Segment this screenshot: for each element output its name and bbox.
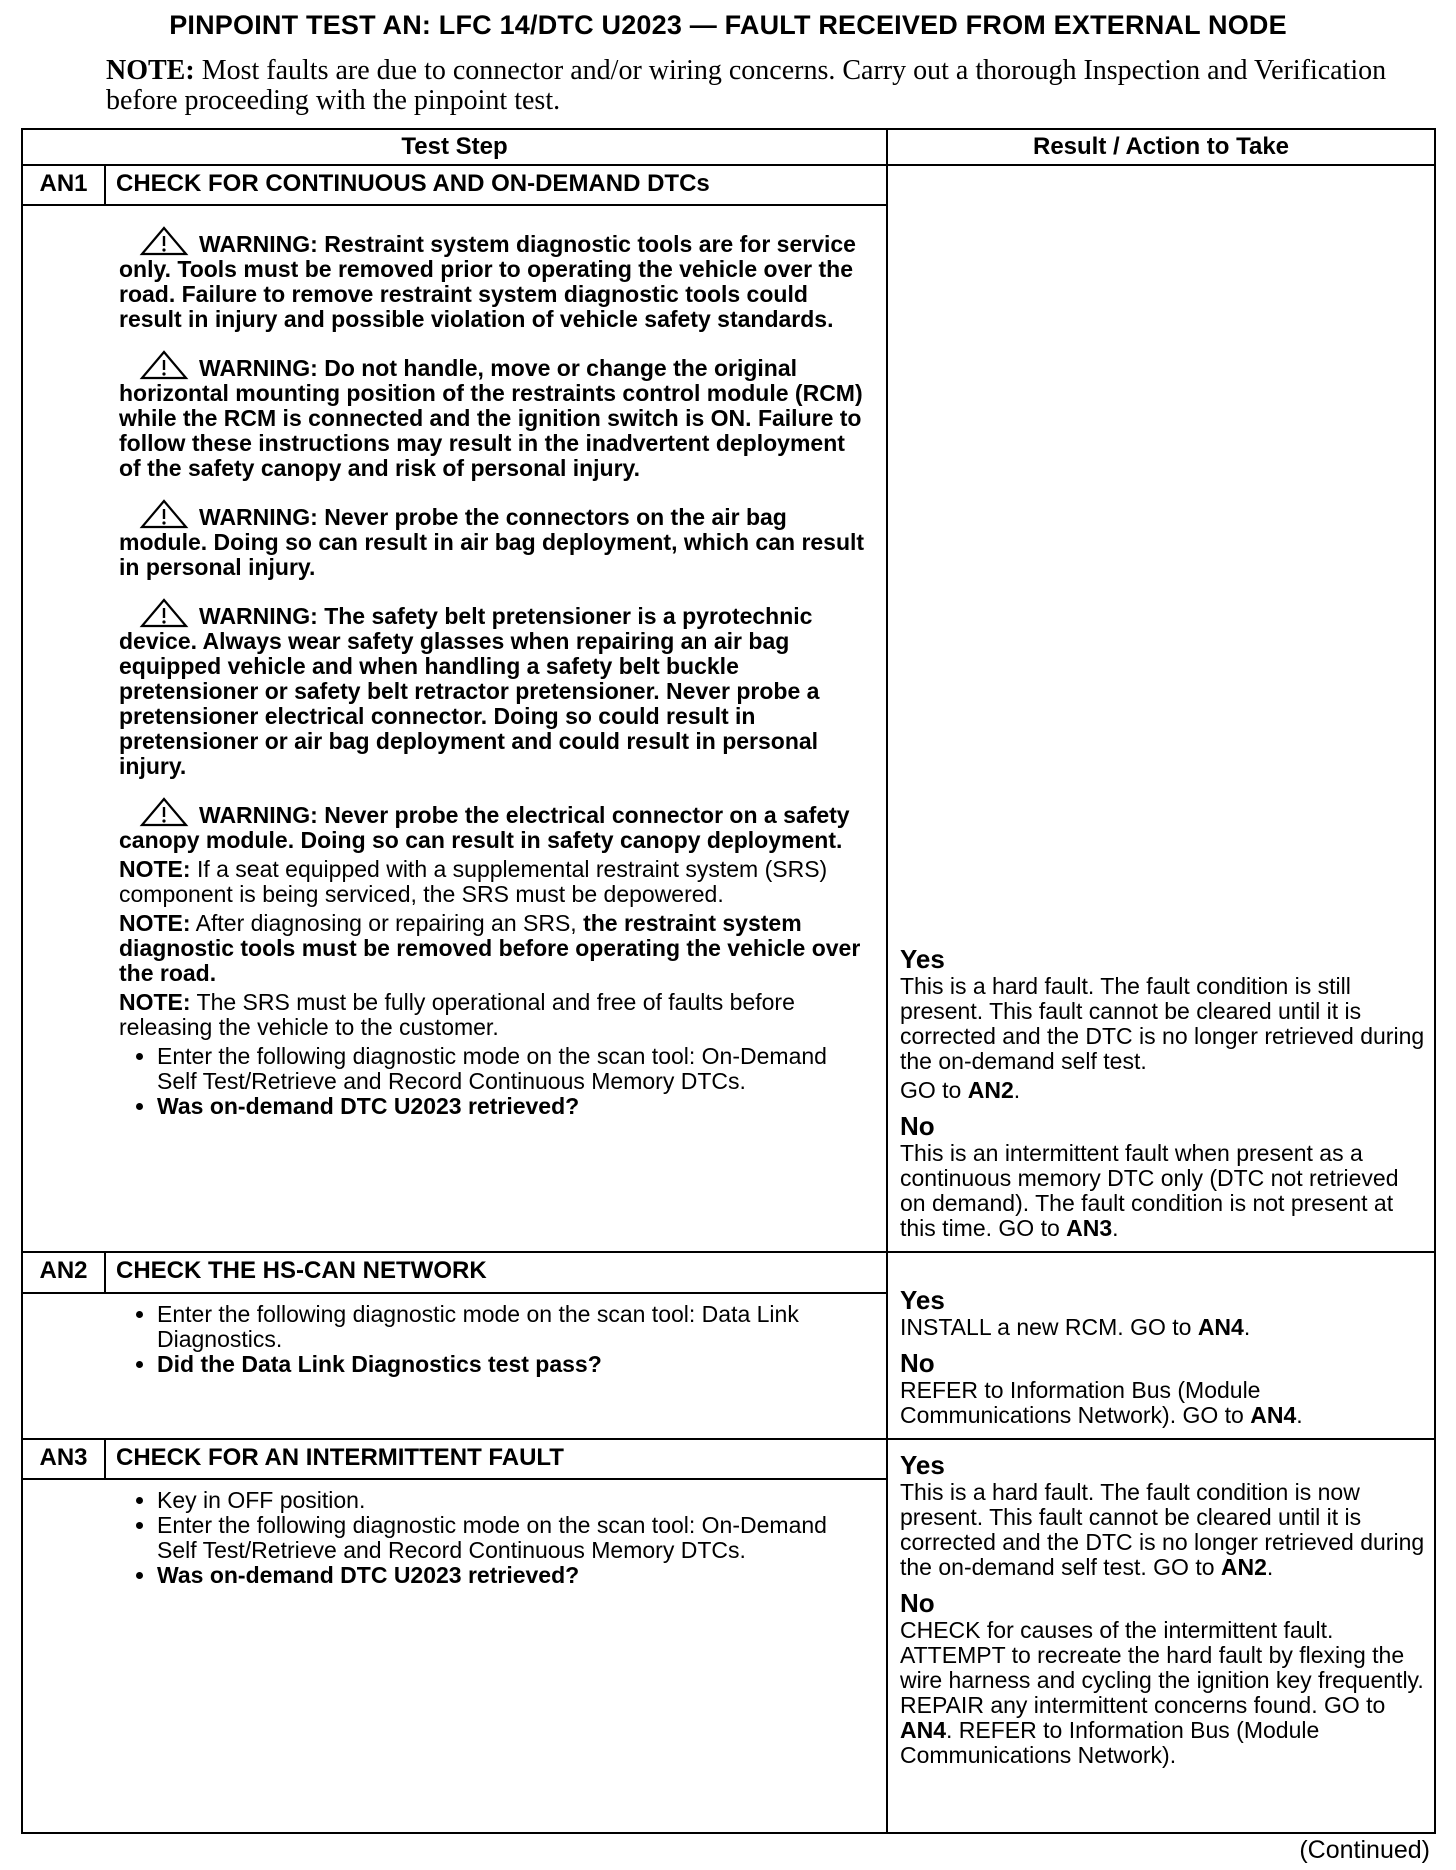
warning-3	[119, 499, 870, 580]
result-an3-yes-text: This is a hard fault. The fault condition is now present. This fault cannot be cleared until it is corrected and the DTC is no longer retrieved during the on-demand self test. GO to	[900, 1479, 1425, 1580]
result-an1-yes-text: This is a hard fault. The fault condition is still present. This fault cannot be cleared until it is corrected and the DTC is no longer retrieved during the on-demand self test.	[900, 973, 1425, 1074]
warning-5-text: WARNING: Never probe the electrical connector on a safety canopy module. Doing so can result in safety canopy deployment.	[119, 802, 850, 853]
warning-triangle-icon	[139, 598, 189, 628]
an3-step-1: • Key in OFF position.	[157, 1488, 870, 1513]
an1-note-2-text-b: the restraint system diagnostic tools must be removed before operating the vehicle over the road.	[119, 910, 861, 986]
page-title: PINPOINT TEST AN: LFC 14/DTC U2023 — FAULT RECEIVED FROM EXTERNAL NODE	[169, 10, 1287, 40]
an3-step-2: • Enter the following diagnostic mode on the scan tool: On-Demand Self Test/Retrieve and Record Continuous Memory DTCs.	[157, 1513, 870, 1563]
an1-steps	[119, 1044, 870, 1119]
result-an3-no-goto: AN4	[900, 1717, 947, 1743]
result-an2-yes-goto: AN4	[1197, 1314, 1244, 1340]
step-body-an1	[22, 205, 887, 1252]
an2-step-2: • Did the Data Link Diagnostics test pass?	[157, 1352, 870, 1377]
header-result: Result / Action to Take	[887, 129, 1435, 165]
result-an1-yes-goto-prefix: GO to	[900, 1077, 968, 1103]
result-an3-no-text-2: . REFER to Information Bus (Module Communications Network).	[900, 1717, 1320, 1768]
an1-note-3	[119, 990, 870, 1040]
continued-label: (Continued)	[1299, 1836, 1430, 1864]
an1-note-1-label: NOTE:	[119, 856, 191, 882]
step-title-an2: CHECK THE HS-CAN NETWORK	[105, 1252, 887, 1293]
result-an1-yes-label: Yes	[900, 944, 945, 974]
intro-note-label: NOTE:	[106, 55, 195, 86]
warning-2-text: WARNING: Do not handle, move or change the original horizontal mounting position of the restraints control module (RCM) while the RCM is connected and the ignition switch is ON. Failure to follow these instructions may result in the inadvertent deployment of the safety canopy and risk of personal injury.	[119, 355, 863, 481]
result-an2-no-label: No	[900, 1348, 935, 1378]
an1-note-2-text-a: After diagnosing or repairing an SRS,	[190, 910, 584, 936]
warning-triangle-icon	[139, 797, 189, 827]
step-id-an1: AN1	[22, 165, 105, 205]
result-an3-yes-label: Yes	[900, 1450, 945, 1480]
an2-steps	[119, 1302, 870, 1377]
warning-3-text: WARNING: Never probe the connectors on the air bag module. Doing so can result in air bag deployment, which can result in personal injury.	[119, 504, 865, 580]
warning-triangle-icon	[139, 226, 189, 256]
warning-1	[119, 226, 870, 332]
result-an1-no-goto-suffix: .	[1112, 1215, 1119, 1241]
result-an2-yes-text: INSTALL a new RCM. GO to	[900, 1314, 1198, 1340]
result-an1-no-label: No	[900, 1111, 935, 1141]
step-title-an3: CHECK FOR AN INTERMITTENT FAULT	[105, 1439, 887, 1479]
result-an3-no-text: CHECK for causes of the intermittent fault. ATTEMPT to recreate the hard fault by flexing the wire harness and cycling the ignition key frequently. REPAIR any intermittent concerns found. GO to	[900, 1617, 1424, 1718]
an1-step-1: • Enter the following diagnostic mode on the scan tool: On-Demand Self Test/Retrieve and Record Continuous Memory DTCs.	[157, 1044, 870, 1094]
result-an2-no-text: REFER to Information Bus (Module Communications Network). GO to	[900, 1377, 1261, 1428]
result-an1-yes-goto: AN2	[967, 1077, 1014, 1103]
an1-note-3-label: NOTE:	[119, 989, 191, 1015]
step-id-an3: AN3	[22, 1439, 105, 1479]
result-an1	[887, 165, 1435, 1252]
step-body-an3	[22, 1479, 887, 1833]
step-id-an2: AN2	[22, 1252, 105, 1293]
an1-note-3-text: The SRS must be fully operational and free of faults before releasing the vehicle to the customer.	[119, 989, 795, 1040]
warning-triangle-icon	[139, 499, 189, 529]
an2-step-1: • Enter the following diagnostic mode on the scan tool: Data Link Diagnostics.	[157, 1302, 870, 1352]
result-an3	[887, 1439, 1435, 1833]
an1-note-2	[119, 911, 870, 986]
result-an3-yes-goto: AN2	[1220, 1554, 1267, 1580]
an3-steps	[119, 1488, 870, 1588]
pinpoint-test-table	[21, 128, 1436, 1834]
warning-2	[119, 350, 870, 481]
an1-note-1-text: If a seat equipped with a supplemental restraint system (SRS) component is being serviced, the SRS must be depowered.	[119, 856, 828, 907]
result-an1-no-goto: AN3	[1066, 1215, 1113, 1241]
warning-1-text: WARNING: Restraint system diagnostic tools are for service only. Tools must be removed prior to operating the vehicle over the road. Failure to remove restraint system diagnostic tools could result in injury and possible violation of vehicle safety standards.	[119, 231, 856, 332]
an1-step-2: • Was on-demand DTC U2023 retrieved?	[157, 1094, 870, 1119]
an1-note-1	[119, 857, 870, 907]
intro-note-text: Most faults are due to connector and/or wiring concerns. Carry out a thorough Inspection and Verification before proceeding with the pinpoint test.	[106, 55, 1387, 116]
intro-note	[106, 56, 1426, 116]
result-an2-yes-goto-suffix: .	[1243, 1314, 1251, 1340]
warning-5	[119, 797, 870, 853]
result-an1-no-text: This is an intermittent fault when present as a continuous memory DTC only (DTC not retrieved on demand). The fault condition is not present at this time. GO to	[900, 1140, 1399, 1241]
warning-triangle-icon	[139, 350, 189, 380]
warning-4-text: WARNING: The safety belt pretensioner is a pyrotechnic device. Always wear safety glasses when repairing an air bag equipped vehicle and when handling a safety belt buckle pretensioner or safety belt retractor pretensioner. Never probe a pretensioner electrical connector. Doing so could result in pretensioner or air bag deployment and could result in personal injury.	[119, 603, 820, 779]
result-an2-no-goto: AN4	[1250, 1402, 1297, 1428]
an3-step-3: • Was on-demand DTC U2023 retrieved?	[157, 1563, 870, 1588]
result-an1-yes-goto-suffix: .	[1013, 1077, 1021, 1103]
result-an3-yes-goto-suffix: .	[1266, 1554, 1274, 1580]
warning-4	[119, 598, 870, 779]
step-title-an1: CHECK FOR CONTINUOUS AND ON-DEMAND DTCs	[105, 165, 887, 205]
result-an2-yes-label: Yes	[900, 1285, 945, 1315]
an1-note-2-label: NOTE:	[119, 910, 191, 936]
result-an2-no-goto-suffix: .	[1296, 1402, 1303, 1428]
result-an3-no-label: No	[900, 1588, 935, 1618]
result-an2	[887, 1252, 1435, 1439]
header-test-step: Test Step	[22, 129, 887, 165]
step-body-an2	[22, 1293, 887, 1439]
